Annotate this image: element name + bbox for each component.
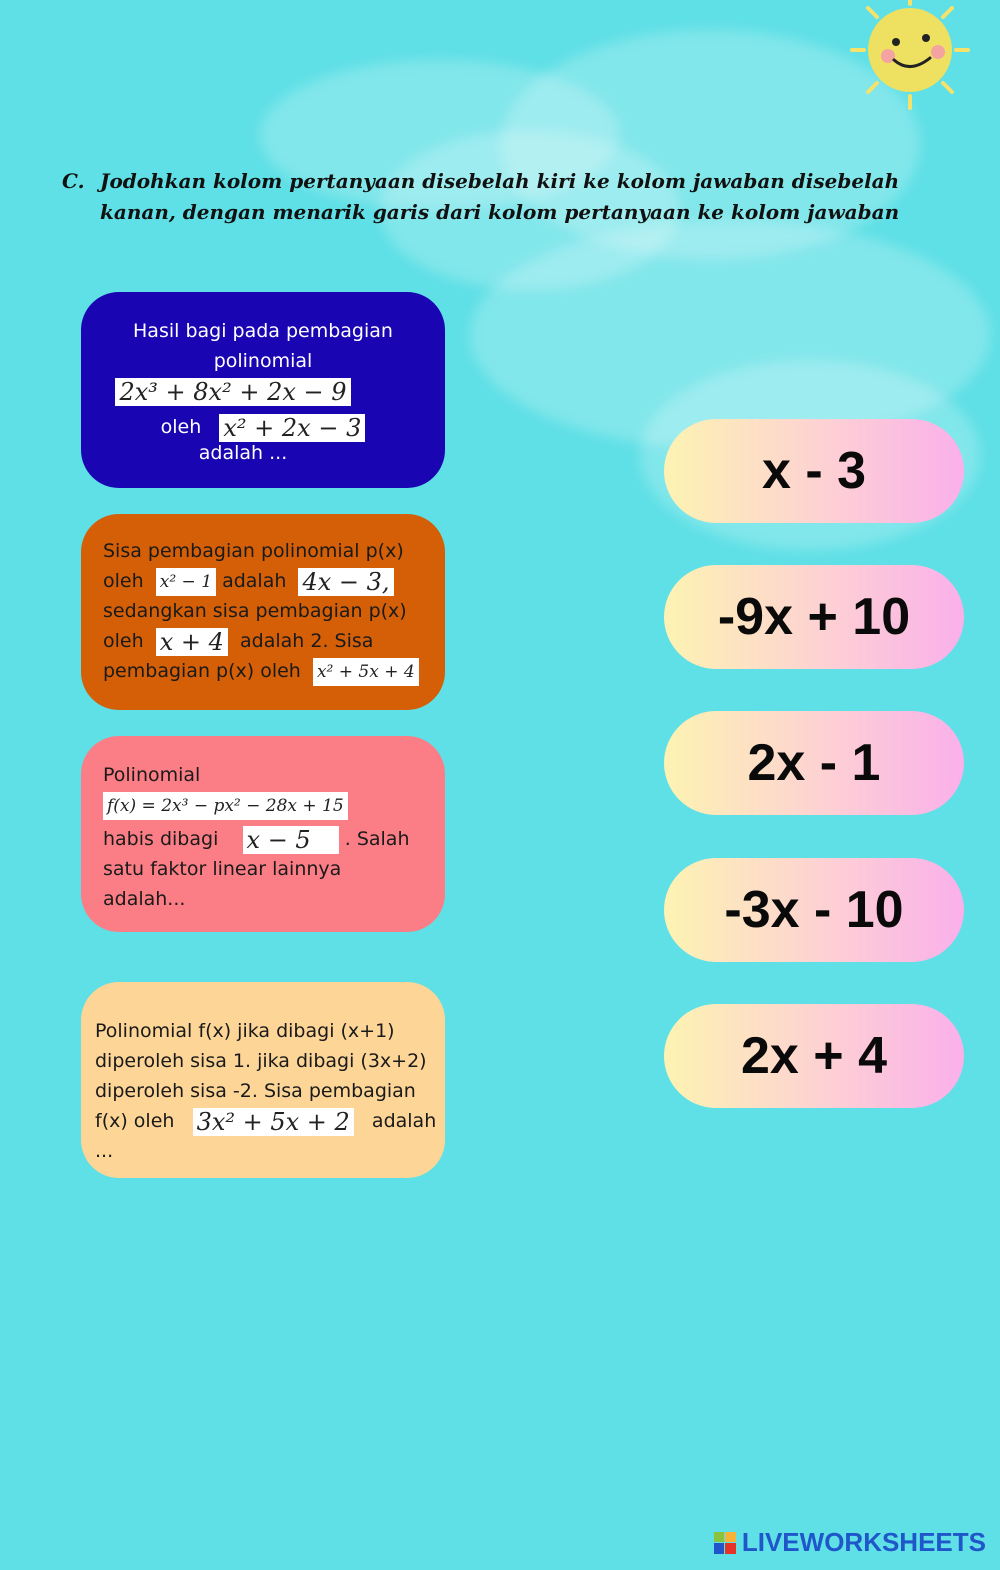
answer-card-5[interactable]: 2x + 4: [664, 1004, 964, 1108]
answer-card-2[interactable]: -9x + 10: [664, 565, 964, 669]
liveworksheets-logo-icon: [714, 1532, 736, 1554]
question-card-4[interactable]: [81, 982, 445, 1178]
question-text: habis dibagi: [103, 828, 219, 850]
question-text: adalah: [222, 570, 287, 592]
math-expression: x² + 2x − 3: [219, 414, 365, 442]
math-expression: 2x³ + 8x² + 2x − 9: [115, 378, 350, 406]
question-card-3[interactable]: [81, 736, 445, 932]
math-expression: 4x − 3,: [298, 568, 393, 596]
question-text: Sisa pembagian polinomial p(x): [103, 540, 404, 562]
question-text: oleh: [160, 416, 202, 438]
question-text: Polinomial f(x) jika dibagi (x+1): [95, 1020, 395, 1042]
question-text: diperoleh sisa -2. Sisa pembagian: [95, 1080, 416, 1102]
question-text: oleh: [103, 570, 144, 592]
question-text: oleh: [103, 630, 144, 652]
sun-icon: [850, 0, 970, 110]
question-text: satu faktor linear lainnya: [103, 858, 342, 880]
question-text: adalah ...: [198, 442, 288, 464]
question-text: Polinomial: [103, 764, 201, 786]
math-expression: x + 4: [156, 628, 228, 656]
question-text: pembagian p(x) oleh: [103, 660, 301, 682]
question-text: polinomial: [213, 350, 313, 372]
question-card-1[interactable]: [81, 292, 445, 488]
instruction-text: Jodohkan kolom pertanyaan disebelah kiri ke kolom jawaban disebelah kanan, dengan menarik garis dari kolom pertanyaan ke kolom jawaban: [100, 169, 900, 224]
instruction: [62, 166, 972, 228]
question-text: . Salah: [344, 828, 410, 850]
question-text: adalah: [371, 1110, 437, 1132]
instruction-number: C.: [62, 169, 85, 193]
math-expression: f(x) = 2x³ − px² − 28x + 15: [103, 792, 348, 820]
question-text: sedangkan sisa pembagian p(x): [103, 600, 407, 622]
answer-card-1[interactable]: x - 3: [664, 419, 964, 523]
brand-text: LIVEWORKSHEETS: [741, 1527, 986, 1557]
math-expression: x² + 5x + 4: [313, 658, 419, 686]
math-expression: x − 5: [243, 826, 339, 854]
question-text: adalah...: [103, 888, 186, 910]
liveworksheets-brand[interactable]: [714, 1527, 986, 1558]
question-text: Hasil bagi pada pembagian: [133, 320, 393, 342]
question-card-2[interactable]: [81, 514, 445, 710]
math-expression: x² − 1: [156, 568, 216, 596]
answer-card-3[interactable]: 2x - 1: [664, 711, 964, 815]
question-text: adalah 2. Sisa: [240, 630, 374, 652]
question-text: diperoleh sisa 1. jika dibagi (3x+2): [95, 1050, 427, 1072]
question-text: ...: [95, 1140, 114, 1162]
answer-card-4[interactable]: -3x - 10: [664, 858, 964, 962]
math-expression: 3x² + 5x + 2: [193, 1108, 354, 1136]
question-text: f(x) oleh: [95, 1110, 175, 1132]
